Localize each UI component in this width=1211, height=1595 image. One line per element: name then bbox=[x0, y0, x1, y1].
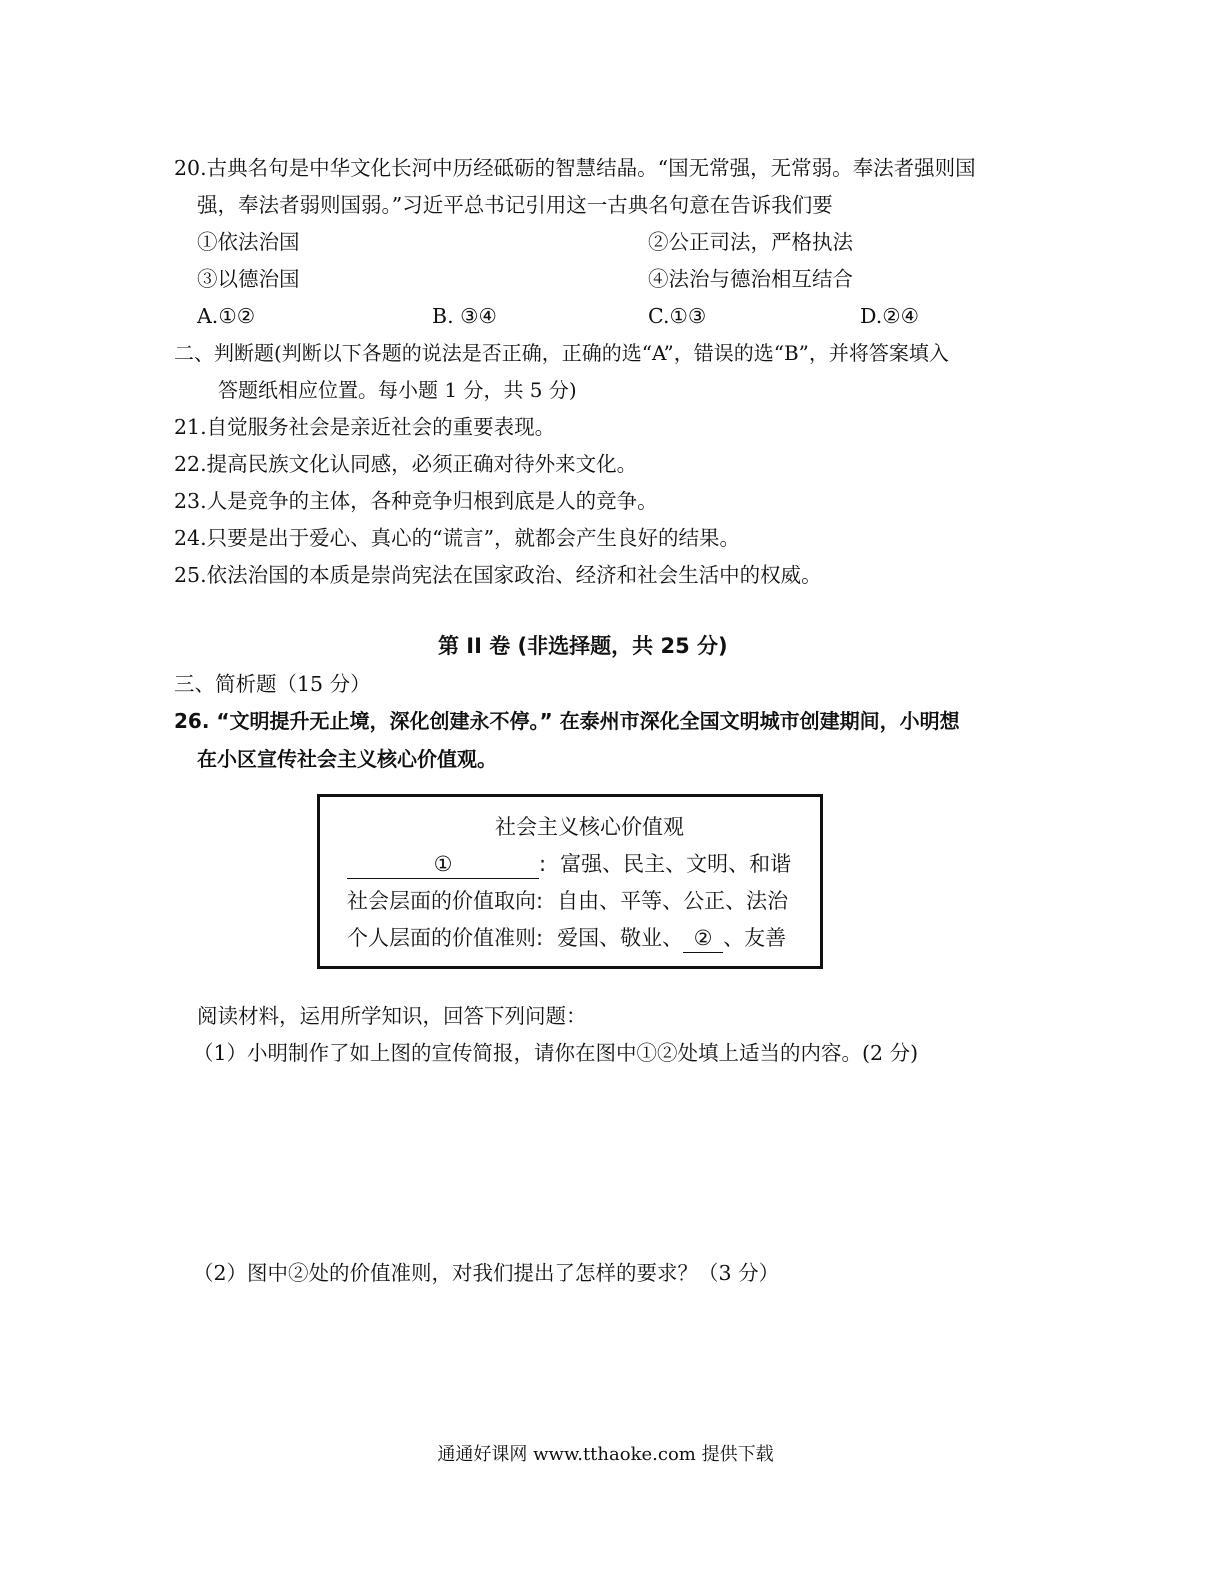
q26-line2: 在小区宣传社会主义核心价值观。 bbox=[197, 747, 497, 771]
q20-choice-b: B. ③④ bbox=[432, 304, 497, 328]
blank-2: ② bbox=[683, 924, 723, 953]
q24: 24.只要是出于爱心、真心的“谎言”，就都会产生良好的结果。 bbox=[174, 526, 741, 550]
q20-option-4: ④法治与德治相互结合 bbox=[648, 267, 853, 291]
box-row-1-colon: : bbox=[539, 852, 547, 876]
q20-option-2: ②公正司法，严格执法 bbox=[648, 230, 853, 254]
q21: 21.自觉服务社会是亲近社会的重要表现。 bbox=[174, 415, 556, 439]
q20-line1: 20.古典名句是中华文化长河中历经砥砺的智慧结晶。“国无常强，无常弱。奉法者强则国 bbox=[174, 156, 976, 180]
box-row-2 bbox=[347, 887, 788, 915]
sub-question-2: （2）图中②处的价值准则，对我们提出了怎样的要求？（3 分） bbox=[193, 1261, 780, 1285]
q20-option-3: ③以德治国 bbox=[197, 267, 300, 291]
sub-question-1: （1）小明制作了如上图的宣传简报，请你在图中①②处填上适当的内容。(2 分) bbox=[193, 1041, 919, 1065]
box-row-3 bbox=[347, 924, 786, 953]
q20-choice-c: C.①③ bbox=[648, 304, 707, 328]
section3-heading: 三、简析题（15 分） bbox=[174, 672, 371, 696]
box-row-3-values-a: 爱国、敬业、 bbox=[557, 926, 684, 950]
q22: 22.提高民族文化认同感，必须正确对待外来文化。 bbox=[174, 452, 638, 476]
q20-line2: 强，奉法者弱则国弱。”习近平总书记引用这一古典名句意在告诉我们要 bbox=[197, 193, 833, 217]
box-row-1-values: 富强、民主、文明、和谐 bbox=[560, 852, 792, 876]
box-row-2-values: 自由、平等、公正、法治 bbox=[557, 889, 789, 913]
box-row-1 bbox=[347, 850, 791, 879]
box-row-3-label: 个人层面的价值准则: bbox=[347, 926, 544, 950]
footer: 通通好课网 www.tthaoke.com 提供下载 bbox=[437, 1444, 774, 1465]
q25: 25.依法治国的本质是崇尚宪法在国家政治、经济和社会生活中的权威。 bbox=[174, 563, 822, 587]
blank-1: ① bbox=[347, 850, 539, 879]
core-values-box bbox=[317, 794, 823, 969]
section2-heading-line1: 二、判断题(判断以下各题的说法是否正确，正确的选“A”，错误的选“B”，并将答案填入 bbox=[174, 341, 949, 365]
q26-line1: 26. “文明提升无止境，深化创建永不停。” 在泰州市深化全国文明城市创建期间，小明想 bbox=[174, 709, 960, 733]
q23: 23.人是竞争的主体，各种竞争归根到底是人的竞争。 bbox=[174, 489, 658, 513]
part2-title: 第 II 卷 (非选择题，共 25 分) bbox=[438, 634, 728, 658]
q20-option-1: ①依法治国 bbox=[197, 230, 300, 254]
questions-intro: 阅读材料，运用所学知识，回答下列问题： bbox=[197, 1004, 587, 1028]
box-title: 社会主义核心价值观 bbox=[495, 815, 684, 839]
section2-heading-line2: 答题纸相应位置。每小题 1 分，共 5 分) bbox=[218, 378, 577, 402]
box-row-2-label: 社会层面的价值取向: bbox=[347, 889, 544, 913]
q20-choice-a: A.①② bbox=[197, 304, 256, 328]
q20-choice-d: D.②④ bbox=[860, 304, 919, 328]
box-row-3-values-b: 、友善 bbox=[723, 926, 787, 950]
